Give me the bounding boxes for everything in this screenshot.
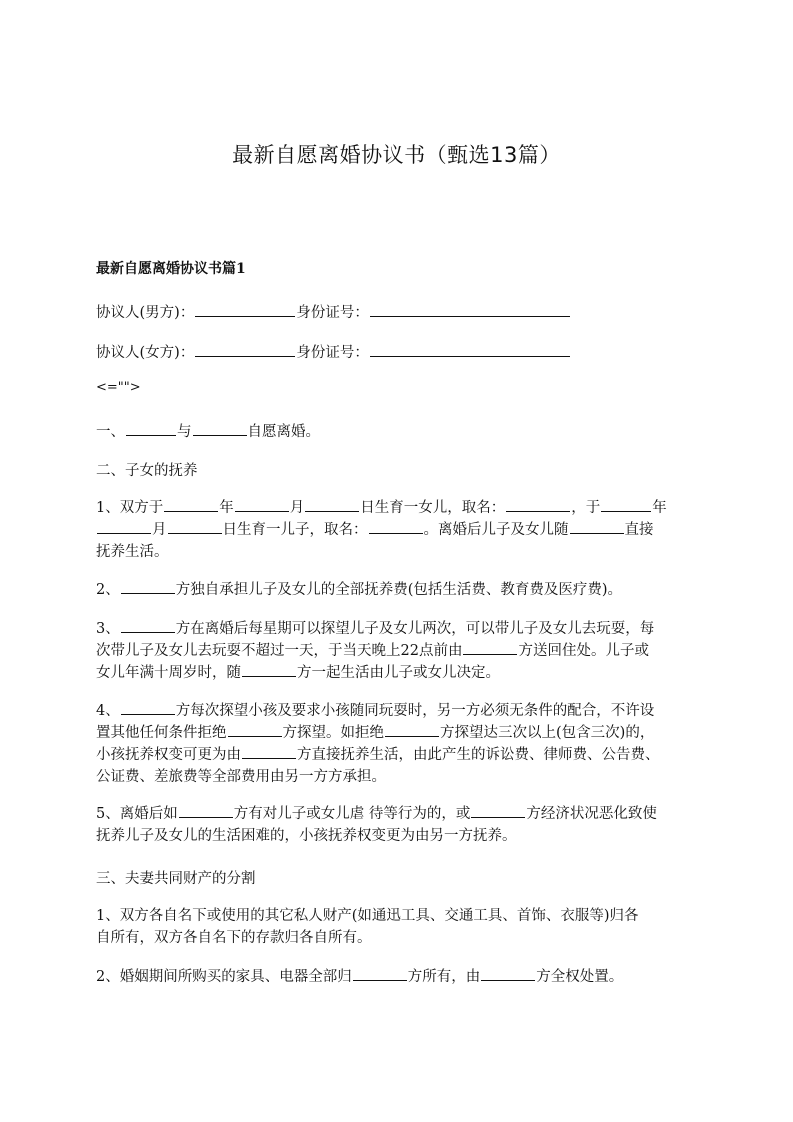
text-segment: 方在离婚后每星期可以探望儿子及女儿两次，可以带儿子及女儿去玩耍，每 xyxy=(175,621,655,637)
text-segment: 协议人(女方)： xyxy=(96,345,195,361)
clause-2-4 xyxy=(96,700,706,788)
blank-field xyxy=(235,497,289,512)
text-segment: 1、双方于 xyxy=(96,500,164,516)
blank-field xyxy=(121,579,175,594)
text-segment: 女儿年满十周岁时，随 xyxy=(96,665,241,681)
text-segment: 2、婚姻期间所购买的家具、电器全部归 xyxy=(96,969,352,985)
text-segment: 方探望达三次以上(包含三次)的， xyxy=(440,725,655,741)
text-segment: 公证费、差旅费等全部费用由另一方方承担。 xyxy=(96,769,386,785)
blank-field xyxy=(481,966,535,981)
blank-field xyxy=(164,497,218,512)
text-segment: 3、 xyxy=(96,621,120,637)
blank-field xyxy=(179,803,233,818)
text-segment: 一、 xyxy=(96,424,125,440)
clause-2-2 xyxy=(96,579,706,601)
text-segment: 2、 xyxy=(96,582,120,598)
text-segment: 与 xyxy=(177,424,192,440)
text-segment: ，于 xyxy=(571,500,601,516)
text-segment: 方送回住处。儿子或 xyxy=(518,643,649,659)
blank-field xyxy=(121,700,175,715)
blank-field xyxy=(242,662,296,677)
text-segment: 自所有，双方各自名下的存款归各自所有。 xyxy=(96,930,372,946)
text-segment: 方有对儿子或女儿虐 待等行为的，或 xyxy=(233,806,471,822)
placeholder-line: <=""> xyxy=(96,380,141,395)
text-segment: 小孩抚养权变可更为由 xyxy=(96,747,241,763)
blank-field xyxy=(370,342,570,357)
text-segment: 月 xyxy=(289,500,305,516)
clause-2-1 xyxy=(96,497,706,563)
blank-field xyxy=(193,421,247,436)
text-segment: 日生育一女儿，取名： xyxy=(360,500,506,516)
blank-field xyxy=(168,519,222,534)
clause-2-3 xyxy=(96,618,706,684)
section-heading: 最新自愿离婚协议书篇1 xyxy=(96,261,246,277)
blank-field xyxy=(305,497,359,512)
blank-field xyxy=(370,302,570,317)
text-segment: 。离婚后儿子及女儿随 xyxy=(423,522,569,538)
text-segment: 年 xyxy=(652,500,667,516)
text-segment: 次带儿子及女儿去玩耍不超过一天，于当天晚上22点前由 xyxy=(96,643,463,659)
text-segment: 年 xyxy=(219,500,234,516)
text-segment: 置其他任何条件拒绝 xyxy=(96,725,227,741)
text-segment: 1、双方各自名下或使用的其它私人财产(如通迅工具、交通工具、首饰、衣服等)归各 xyxy=(96,908,639,924)
item-1 xyxy=(96,421,706,443)
text-segment: 日生育一儿子，取名： xyxy=(222,522,368,538)
text-segment: 直接 xyxy=(624,522,654,538)
blank-field xyxy=(195,302,295,317)
text-segment: 抚养生活。 xyxy=(96,544,169,560)
blank-field xyxy=(471,803,525,818)
text-segment: 身份证号： xyxy=(296,305,369,321)
blank-field xyxy=(601,497,651,512)
party-male-line xyxy=(96,302,706,324)
blank-field xyxy=(126,421,176,436)
text-segment: 协议人(男方)： xyxy=(96,305,195,321)
blank-field xyxy=(506,497,570,512)
text-segment: 月 xyxy=(152,522,167,538)
document-title: 最新自愿离婚协议书（甄选13篇） xyxy=(232,143,561,167)
item-3-heading: 三、夫妻共同财产的分割 xyxy=(96,871,256,887)
text-segment: 4、 xyxy=(96,703,120,719)
text-segment: 方独自承担儿子及女儿的全部抚养费(包括生活费、教育费及医疗费)。 xyxy=(175,582,623,598)
blank-field xyxy=(121,618,175,633)
blank-field xyxy=(228,722,282,737)
clause-3-2 xyxy=(96,966,706,988)
text-segment: 身份证号： xyxy=(296,345,369,361)
clause-3-1 xyxy=(96,905,706,949)
text-segment: 方每次探望小孩及要求小孩随同玩耍时，另一方必须无条件的配合，不许设 xyxy=(175,703,655,719)
blank-field xyxy=(242,744,296,759)
text-segment: 5、离婚后如 xyxy=(96,806,178,822)
text-segment: 自愿离婚。 xyxy=(247,424,320,440)
blank-field xyxy=(97,519,151,534)
blank-field xyxy=(369,519,423,534)
text-segment: 方一起生活由儿子或女儿决定。 xyxy=(297,665,500,681)
text-segment: 抚养儿子及女儿的生活困难的，小孩抚养权变更为由另一方抚养。 xyxy=(96,828,517,844)
party-female-line xyxy=(96,342,706,364)
text-segment: 方全权处置。 xyxy=(536,969,624,985)
blank-field xyxy=(353,966,407,981)
blank-field xyxy=(385,722,439,737)
text-segment: 方直接抚养生活，由此产生的诉讼费、律师费、公告费、 xyxy=(297,747,660,763)
text-segment: 方经济状况恶化致使 xyxy=(526,806,657,822)
blank-field xyxy=(570,519,624,534)
clause-2-5 xyxy=(96,803,706,847)
blank-field xyxy=(195,342,295,357)
blank-field xyxy=(463,640,517,655)
text-segment: 方探望。如拒绝 xyxy=(282,725,384,741)
item-2-heading: 二、子女的抚养 xyxy=(96,463,198,479)
text-segment: 方所有，由 xyxy=(407,969,481,985)
